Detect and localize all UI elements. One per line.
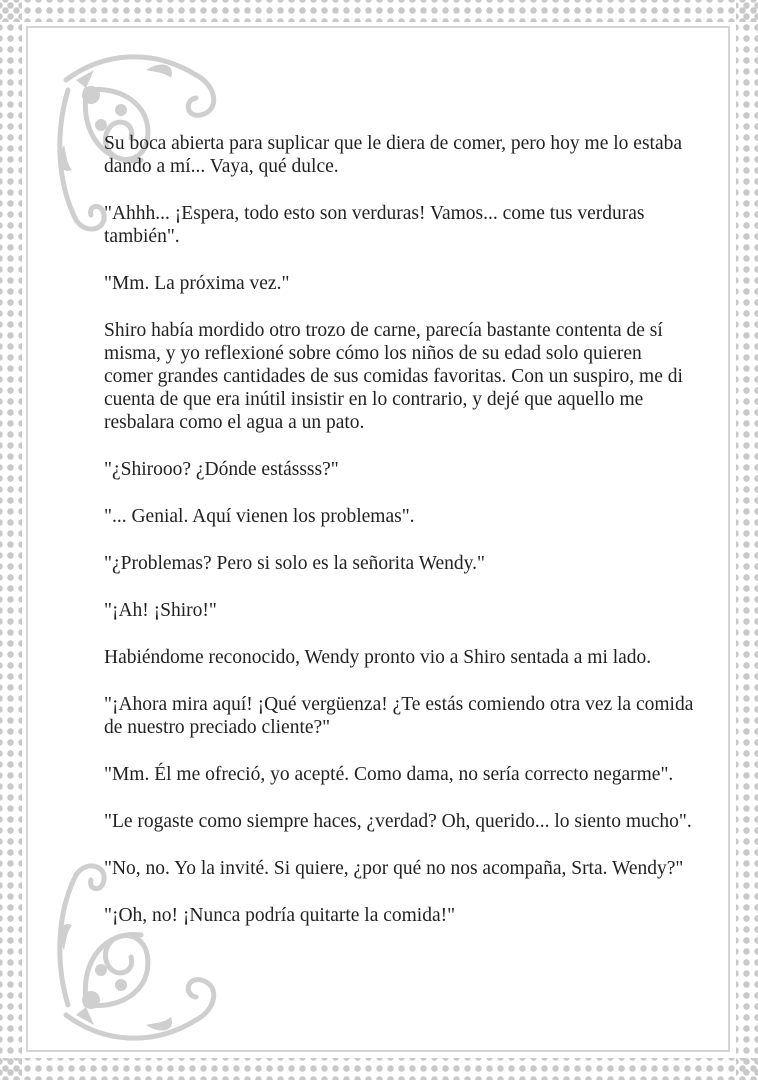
paragraph: "¿Problemas? Pero si solo es la señorita Wendy." <box>104 553 485 574</box>
paragraph: "Ahhh... ¡Espera, todo esto son verduras! Vamos... come tus verduras también". <box>104 203 645 247</box>
paragraph: "¿Shirooo? ¿Dónde estássss?" <box>104 459 339 480</box>
paragraph: "Le rogaste como siempre haces, ¿verdad? Oh, querido... lo siento mucho". <box>104 811 692 832</box>
paragraph: Habiéndome reconocido, Wendy pronto vio a Shiro sentada a mi lado. <box>104 647 652 668</box>
story-text <box>104 132 694 951</box>
paragraph: "¡Ahora mira aquí! ¡Qué vergüenza! ¿Te estás comiendo otra vez la comida de nuestro preciado cliente?" <box>104 694 694 738</box>
paragraph: "¡Ah! ¡Shiro!" <box>104 600 217 621</box>
paragraph: Shiro había mordido otro trozo de carne, parecía bastante contenta de sí misma, y yo reflexioné sobre cómo los niños de su edad solo quieren comer grandes cantidades de sus comidas favoritas. Con un suspiro, me di cuenta de que era inútil insistir en lo contrario, y dejé que aquello me resbalara como el agua a un pato. <box>104 320 683 433</box>
page-border-top <box>0 0 758 22</box>
paragraph: Su boca abierta para suplicar que le diera de comer, pero hoy me lo estaba dando a mí... Vaya, qué dulce. <box>104 133 683 177</box>
page-border-bottom <box>0 1058 758 1080</box>
paragraph: "No, no. Yo la invité. Si quiere, ¿por qué no nos acompaña, Srta. Wendy?" <box>104 858 684 879</box>
paragraph: "Mm. La próxima vez." <box>104 273 290 294</box>
paragraph: "¡Oh, no! ¡Nunca podría quitarte la comida!" <box>104 905 456 926</box>
page-border-left <box>0 0 22 1080</box>
page-border-right <box>736 0 758 1080</box>
paragraph: "Mm. Él me ofreció, yo acepté. Como dama, no sería correcto negarme". <box>104 764 674 785</box>
paragraph: "... Genial. Aquí vienen los problemas". <box>104 506 415 527</box>
